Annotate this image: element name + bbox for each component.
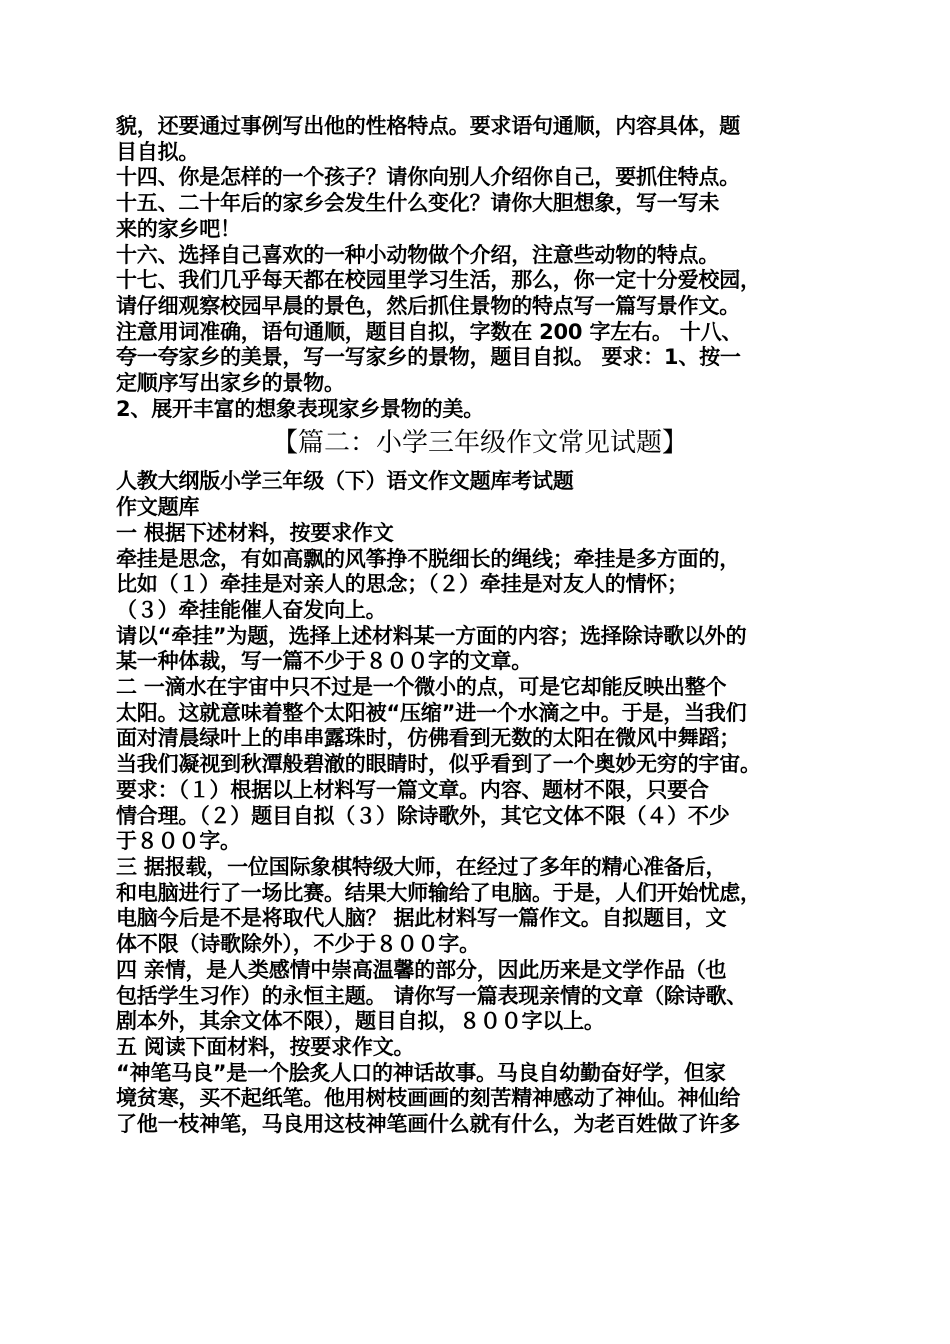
text-line: 作文题库 [116,495,200,520]
text-line: 十七、我们几乎每天都在校园里学习生活，那么，你一定十分爱校园， [116,268,761,293]
text-line: 当我们凝视到秋潭般碧澈的眼睛时，似乎看到了一个奥妙无穷的宇宙。 [116,752,761,777]
text-line: 比如（１）牵挂是对亲人的思念；（２）牵挂是对友人的情怀； [116,572,688,597]
text-line: 十五、二十年后的家乡会发生什么变化？请你大胆想象，写一写未 [116,191,720,216]
text-line: 人教大纲版小学三年级（下）语文作文题库考试题 [116,469,574,494]
text-line: 一 根据下述材料，按要求作文 [116,520,394,545]
text-line: 十六、选择自己喜欢的一种小动物做个介绍，注意些动物的特点。 [116,242,720,267]
text-line: 包括学生习作）的永恒主题。 请你写一篇表现亲情的文章（除诗歌、 [116,983,748,1008]
text-line: 境贫寒，买不起纸笔。他用树枝画画的刻苦精神感动了神仙。神仙给 [116,1086,740,1111]
text-line: 于８００字。 [116,829,241,854]
text-line: 注意用词准确，语句通顺，题目自拟，字数在 200 字左右。 十八、 [116,319,743,344]
text-line: 某一种体裁，写一篇不少于８００字的文章。 [116,649,532,674]
text-line: 目自拟。 [116,139,200,164]
text-line: 十四、你是怎样的一个孩子？请你向别人介绍你自己，要抓住特点。 [116,165,740,190]
text-line: 要求：（１）根据以上材料写一篇文章。内容、题材不限，只要合 [116,777,709,802]
text-line: （３）牵挂能催人奋发向上。 [116,597,387,622]
text-line: 面对清晨绿叶上的串串露珠时，仿佛看到无数的太阳在微风中舞蹈； [116,726,740,751]
text-line: 牵挂是思念，有如高飘的风筝挣不脱细长的绳线；牵挂是多方面的， [116,546,740,571]
essay-topics-block-1 [116,114,844,422]
text-line: 二 一滴水在宇宙中只不过是一个微小的点，可是它却能反映出整个 [116,675,727,700]
text-line: 夸一夸家乡的美景，写一写家乡的景物，题目自拟。 要求：1、按一 [116,345,741,370]
text-line: 情合理。（２）题目自拟（３）除诗歌外，其它文体不限（４）不少 [116,803,730,828]
text-line: 2、展开丰富的想象表现家乡景物的美。 [116,396,485,421]
text-line: 电脑今后是不是将取代人脑？ 据此材料写一篇作文。自拟题目，文 [116,906,727,931]
text-line: 貌，还要通过事例写出他的性格特点。要求语句通顺，内容具体，题 [116,114,740,138]
essay-topics-block-2 [116,469,844,1137]
text-line: 请以“牵挂”为题，选择上述材料某一方面的内容；选择除诗歌以外的 [116,623,747,648]
text-line: 定顺序写出家乡的景物。 [116,371,345,396]
text-line: 五 阅读下面材料，按要求作文。 [116,1034,415,1059]
text-line: 剧本外，其余文体不限），题目自拟，８００字以上。 [116,1009,605,1034]
text-line: 来的家乡吧！ [116,216,241,241]
text-line: 了他一枝神笔，马良用这枝神笔画什么就有什么，为老百姓做了许多 [116,1112,740,1137]
text-line: “神笔马良”是一个脍炙人口的神话故事。马良自幼勤奋好学，但家 [116,1060,726,1085]
text-line: 和电脑进行了一场比赛。结果大师输给了电脑。于是，人们开始忧虑， [116,880,761,905]
section-heading: 【篇二：小学三年级作文常见试题】 [271,428,688,459]
text-line: 四 亲情，是人类感情中崇高温馨的部分，因此历来是文学作品（也 [116,957,727,982]
text-line: 体不限（诗歌除外），不少于８００字。 [116,932,480,957]
text-line: 太阳。这就意味着整个太阳被“压缩”进一个水滴之中。于是，当我们 [116,700,747,725]
text-line: 三 据报载，一位国际象棋特级大师，在经过了多年的精心准备后， [116,854,727,879]
text-line: 请仔细观察校园早晨的景色，然后抓住景物的特点写一篇写景作文。 [116,293,740,318]
document-page [116,114,844,1138]
